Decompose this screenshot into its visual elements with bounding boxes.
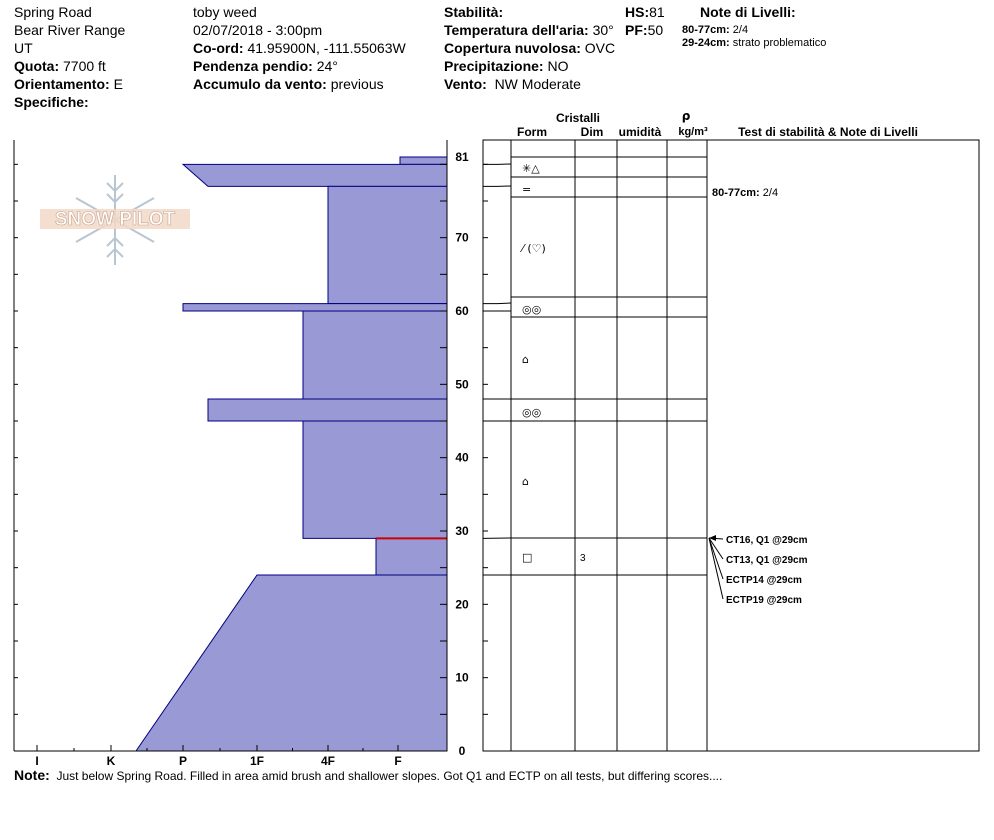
depth-tick-label: 0 bbox=[458, 744, 466, 758]
grain-form-symbol: = bbox=[522, 183, 532, 196]
grain-form-symbol: ⁄ (♡) bbox=[522, 242, 546, 255]
grain-form-symbol: ⌂ bbox=[522, 353, 529, 366]
grain-form-symbol: ⌂ bbox=[522, 475, 529, 488]
grain-form-symbol: ◎◎ bbox=[522, 406, 542, 419]
depth-tick-label: 60 bbox=[455, 304, 469, 318]
hardness-tick-label-1F: 1F bbox=[249, 754, 265, 768]
hardness-layer-5 bbox=[208, 399, 447, 421]
stability-label: Stabilità: bbox=[444, 4, 504, 20]
depth-tick-label: 30 bbox=[455, 524, 469, 538]
aspect-label: Orientamento: bbox=[14, 76, 110, 92]
pf-value: 50 bbox=[647, 22, 664, 38]
grain-size-value: 3 bbox=[580, 553, 586, 564]
hs-label: HS: bbox=[625, 4, 650, 20]
depth-tick-label: 81 bbox=[455, 150, 469, 164]
wind-label: Vento: bbox=[444, 76, 487, 92]
hardness-layer-0 bbox=[400, 157, 447, 164]
date-time: 02/07/2018 - 3:00pm bbox=[193, 22, 323, 38]
hardness-tick-label-P: P bbox=[178, 754, 188, 768]
layer-note-1: 80-77cm: 2/4 bbox=[682, 24, 749, 36]
hs-value: 81 bbox=[649, 4, 665, 20]
hardness-tick-label-F: F bbox=[394, 754, 402, 768]
hardness-layer-2 bbox=[328, 186, 447, 303]
elevation-value: 7700 ft bbox=[63, 58, 106, 74]
location-name: Spring Road bbox=[14, 4, 92, 20]
note-label: Note: bbox=[14, 767, 50, 783]
sky-label: Copertura nuvolosa: bbox=[444, 40, 581, 56]
layer-note-2: 29-24cm: strato problematico bbox=[682, 37, 827, 49]
observer-name: toby weed bbox=[193, 4, 257, 20]
state-name: UT bbox=[14, 40, 33, 56]
layer-connector-2 bbox=[483, 303, 511, 304]
hardness-tick-label-I: I bbox=[35, 754, 39, 768]
coord-value: 41.95900N, -111.55063W bbox=[247, 40, 406, 56]
precip-value: NO bbox=[547, 58, 569, 74]
air-temp-value: 30° bbox=[592, 22, 614, 38]
right-layer-note: 80-77cm: 2/4 bbox=[712, 187, 779, 199]
precip-label: Precipitazione: bbox=[444, 58, 544, 74]
depth-tick-label: 50 bbox=[455, 377, 469, 392]
stability-test-label: CT13, Q1 @29cm bbox=[726, 555, 808, 566]
hardness-layer-1 bbox=[183, 164, 447, 186]
hardness-layer-8 bbox=[136, 575, 447, 751]
stability-test-label: CT16, Q1 @29cm bbox=[726, 535, 808, 546]
wind-value: NW Moderate bbox=[494, 76, 581, 92]
test-pointer bbox=[709, 538, 723, 579]
sky-value: OVC bbox=[584, 40, 616, 56]
pf-label: PF: bbox=[625, 22, 648, 38]
slope-label: Pendenza pendio: bbox=[193, 58, 313, 74]
depth-tick-label: 10 bbox=[455, 670, 469, 685]
depth-tick-label: 70 bbox=[455, 230, 469, 245]
density-unit-header: kg/m³ bbox=[678, 126, 708, 138]
note-row bbox=[14, 767, 722, 783]
air-temp-label: Temperatura dell'aria: bbox=[444, 22, 589, 38]
specifics-label: Specifiche: bbox=[14, 94, 89, 110]
form-header: Form bbox=[517, 125, 547, 139]
coord-label: Co-ord: bbox=[193, 40, 244, 56]
grain-form-symbol: ◎◎ bbox=[522, 303, 542, 316]
depth-tick-label: 40 bbox=[455, 450, 469, 465]
depth-tick-label: 20 bbox=[455, 597, 469, 612]
hardness-layer-7 bbox=[376, 538, 447, 575]
logo-text: SNOW PILOT bbox=[54, 209, 176, 230]
grain-form-symbol: □ bbox=[522, 551, 533, 564]
crystals-header: Cristalli bbox=[555, 111, 601, 125]
wind-load-value: previous bbox=[330, 76, 384, 92]
layer-table-frame bbox=[483, 140, 979, 751]
hardness-tick-label-4F: 4F bbox=[320, 754, 336, 768]
layer-notes-title: Note di Livelli: bbox=[700, 4, 796, 20]
moisture-header: umidità bbox=[618, 125, 662, 139]
elevation-label: Quota: bbox=[14, 58, 60, 74]
hardness-layer-3 bbox=[183, 304, 447, 311]
stability-notes-header: Test di stabilità & Note di Livelli bbox=[738, 125, 918, 139]
snowpilot-logo bbox=[40, 175, 190, 265]
slope-value: 24° bbox=[316, 58, 338, 74]
stability-test-label: ECTP19 @29cm bbox=[726, 595, 802, 606]
aspect-value: E bbox=[113, 76, 123, 92]
grain-form-symbol: ✳△ bbox=[522, 162, 540, 175]
stability-test-label: ECTP14 @29cm bbox=[726, 575, 802, 586]
wind-load-label: Accumulo da vento: bbox=[193, 76, 327, 92]
hardness-tick-label-K: K bbox=[106, 754, 116, 768]
hardness-layer-6 bbox=[303, 421, 447, 538]
range-name: Bear River Range bbox=[14, 22, 126, 38]
hardness-layer-4 bbox=[303, 311, 447, 399]
rho-header: ρ bbox=[681, 109, 691, 123]
dim-header: Dim bbox=[580, 125, 604, 139]
note-text: Just below Spring Road. Filled in area amid brush and shallower slopes. Got Q1 and ECTP on all tests, but differing scores.... bbox=[56, 769, 723, 783]
test-pointer bbox=[709, 538, 723, 599]
